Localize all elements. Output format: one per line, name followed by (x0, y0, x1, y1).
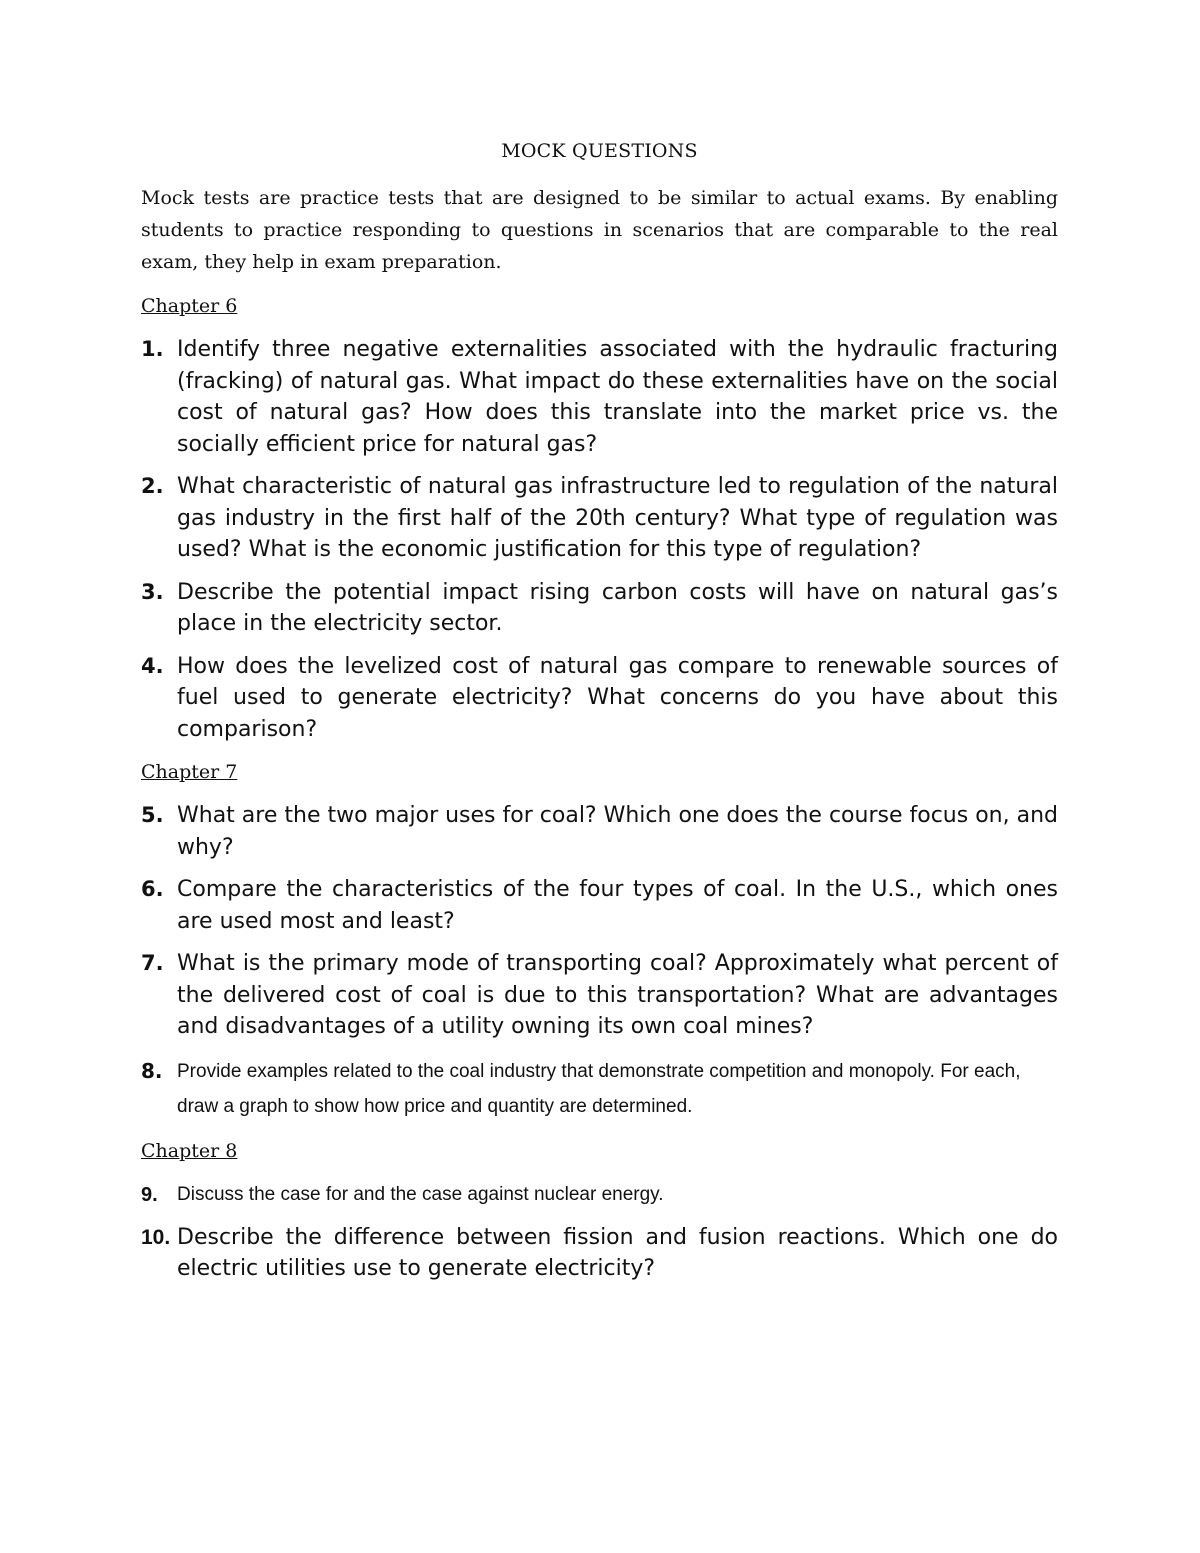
question-item (141, 1222, 1058, 1285)
question-number: 2. (141, 474, 164, 498)
intro-paragraph: Mock tests are practice tests that are designed to be similar to actual exams. By enabling students to practice responding to questions in scenarios that are comparable to the real exam, they help in exam preparation. (141, 187, 1058, 273)
page-title: MOCK QUESTIONS (501, 140, 698, 162)
question-number: 7. (141, 951, 164, 975)
question-text: Discuss the case for and the case against nuclear energy. (177, 1183, 664, 1205)
chapter-heading-7: Chapter 7 (141, 761, 238, 783)
question-list-chapter-6 (141, 334, 1058, 745)
chapter-heading-6: Chapter 6 (141, 295, 238, 317)
question-list-chapter-7 (141, 800, 1058, 1124)
question-text: How does the levelized cost of natural gas compare to renewable sources of fuel used to generate electricity? What concerns do you have about this comparison? (177, 653, 1058, 742)
question-number: 6. (141, 877, 164, 901)
question-item (141, 800, 1058, 863)
question-text: What characteristic of natural gas infrastructure led to regulation of the natural gas industry in the first half of the 20th century? What type of regulation was used? What is the economic justification for this type of regulation? (177, 474, 1058, 562)
question-item (141, 874, 1058, 937)
question-list-chapter-8 (141, 1179, 1058, 1285)
question-number: 5. (141, 803, 164, 827)
question-item (141, 334, 1058, 460)
question-text: Describe the difference between fission and fusion reactions. Which one do electric utilities use to generate electricity? (177, 1224, 1058, 1281)
question-text: What is the primary mode of transporting coal? Approximately what percent of the delivered cost of coal is due to this transportation? What are advantages and disadvantages of a utility owning its own coal mines? (177, 951, 1058, 1039)
question-number: 9. (141, 1183, 158, 1206)
document-page (141, 140, 1058, 1296)
question-item (141, 1054, 1058, 1124)
question-text: Describe the potential impact rising carbon costs will have on natural gas’s place in the electricity sector. (177, 579, 1058, 636)
question-number: 1. (141, 337, 164, 361)
question-text: Provide examples related to the coal industry that demonstrate competition and monopoly. For each, draw a graph to show how price and quantity are determined. (177, 1060, 1021, 1117)
question-item (141, 1179, 1058, 1211)
question-text: Compare the characteristics of the four types of coal. In the U.S., which ones are used most and least? (177, 877, 1058, 934)
question-text: Identify three negative externalities associated with the hydraulic fracturing (fracking) of natural gas. What impact do these externalities have on the social cost of natural gas? How does this translate into the market price vs. the socially efficient price for natural gas? (177, 337, 1058, 457)
question-text: What are the two major uses for coal? Which one does the course focus on, and why? (177, 803, 1058, 860)
question-number: 8. (141, 1058, 163, 1083)
question-item (141, 948, 1058, 1043)
question-item (141, 651, 1058, 746)
question-number: 3. (141, 579, 164, 604)
question-item (141, 471, 1058, 566)
question-item (141, 577, 1058, 640)
question-number: 4. (141, 653, 164, 678)
question-number: 10. (141, 1225, 171, 1249)
chapter-heading-8: Chapter 8 (141, 1139, 238, 1162)
